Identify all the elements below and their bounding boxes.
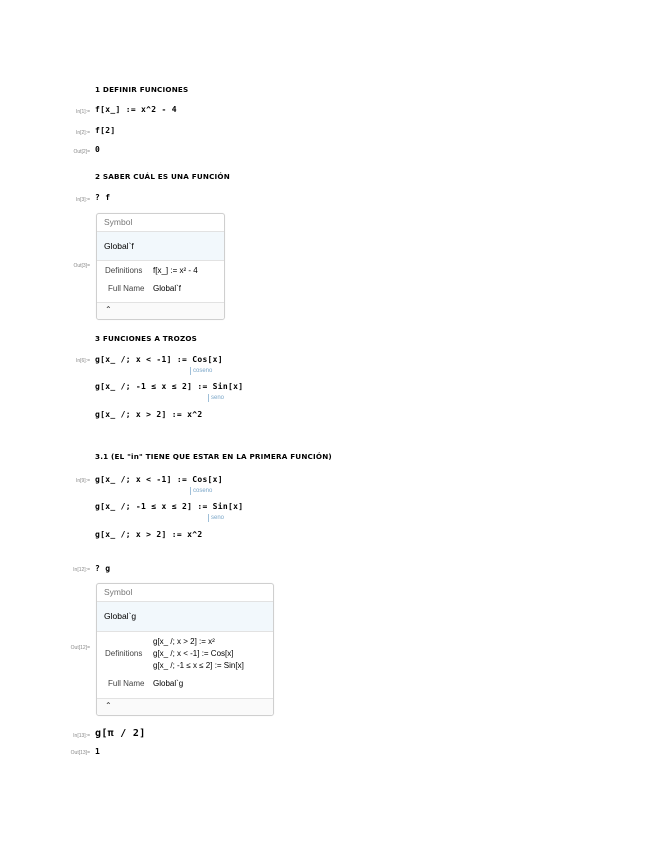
- input-cell[interactable]: f[x_] := x^2 - 4: [95, 105, 177, 114]
- section-title: 2 SABER CUÁL ES UNA FUNCIÓN: [95, 172, 230, 181]
- input-cell[interactable]: g[x_ /; -1 ≤ x ≤ 2] := Sin[x]: [95, 382, 244, 391]
- input-label: In[2]:=: [75, 130, 90, 136]
- input-cell[interactable]: g[x_ /; x > 2] := x^2: [95, 410, 203, 419]
- fullname-key: Full Name: [108, 284, 145, 293]
- input-label: In[12]:=: [73, 567, 90, 573]
- input-label: In[13]:=: [73, 733, 90, 739]
- input-cell[interactable]: f[2]: [95, 126, 116, 135]
- chevron-up-icon[interactable]: ⌃: [105, 305, 112, 314]
- autocomplete-hint: seno: [208, 514, 224, 522]
- definitions-key: Definitions: [105, 266, 143, 275]
- input-cell[interactable]: ? g: [95, 564, 111, 573]
- input-label: In[1]:=: [75, 109, 90, 115]
- output-cell: 1: [95, 747, 101, 756]
- symbol-info-panel: [96, 213, 225, 320]
- output-label: Out[12]=: [70, 645, 90, 651]
- input-cell[interactable]: g[x_ /; x < -1] := Cos[x]: [95, 475, 223, 484]
- symbol-name: Global`f: [97, 232, 224, 261]
- fullname-key: Full Name: [108, 679, 145, 688]
- input-cell[interactable]: g[x_ /; x > 2] := x^2: [95, 530, 203, 539]
- fullname-value: Global`f: [153, 284, 182, 293]
- chevron-up-icon[interactable]: ⌃: [105, 701, 112, 710]
- definition-line: g[x_ /; x < -1] := Cos[x]: [153, 649, 234, 658]
- symbol-name: Global`g: [97, 602, 273, 632]
- input-cell[interactable]: g[π / 2]: [95, 728, 146, 739]
- fullname-value: Global`g: [153, 679, 184, 688]
- panel-header: Symbol: [97, 214, 224, 232]
- input-cell[interactable]: ? f: [95, 193, 111, 202]
- autocomplete-hint: coseno: [190, 487, 212, 495]
- section-title: 1 DEFINIR FUNCIONES: [95, 85, 189, 94]
- output-label: Out[3]=: [73, 263, 90, 269]
- autocomplete-hint: seno: [208, 394, 224, 402]
- symbol-info-panel: [96, 583, 274, 716]
- definition-line: f[x_] := x² - 4: [153, 266, 198, 275]
- input-label: In[9]:=: [75, 478, 90, 484]
- collapse-bar[interactable]: [97, 302, 224, 319]
- input-cell[interactable]: g[x_ /; x < -1] := Cos[x]: [95, 355, 223, 364]
- input-label: In[6]:=: [75, 358, 90, 364]
- definitions-key: Definitions: [105, 649, 143, 658]
- section-title: 3.1 (EL "in" TIENE QUE ESTAR EN LA PRIMERA FUNCIÓN): [95, 452, 332, 461]
- output-label: Out[2]=: [73, 149, 90, 155]
- output-cell: 0: [95, 145, 101, 154]
- definition-line: g[x_ /; -1 ≤ x ≤ 2] := Sin[x]: [153, 661, 244, 670]
- autocomplete-hint: coseno: [190, 367, 212, 375]
- panel-header: Symbol: [97, 584, 273, 602]
- section-title: 3 FUNCIONES A TROZOS: [95, 334, 198, 343]
- output-label: Out[13]=: [70, 750, 90, 756]
- collapse-bar[interactable]: [97, 698, 273, 715]
- definition-line: g[x_ /; x > 2] := x²: [153, 637, 215, 646]
- input-label: In[3]:=: [75, 197, 90, 203]
- input-cell[interactable]: g[x_ /; -1 ≤ x ≤ 2] := Sin[x]: [95, 502, 244, 511]
